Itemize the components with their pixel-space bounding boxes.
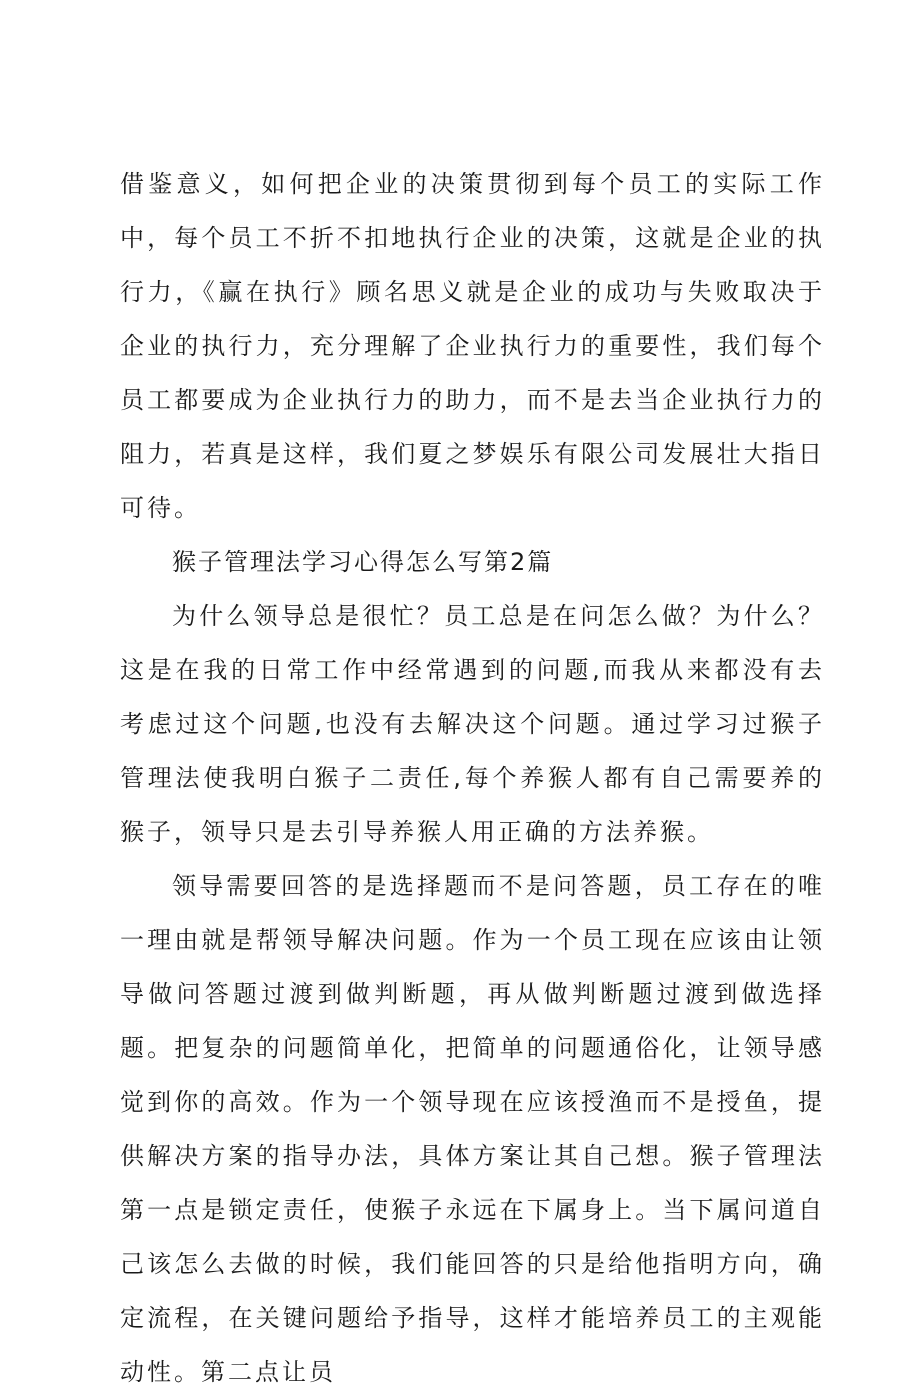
paragraph-body-1: 为什么领导总是很忙？员工总是在问怎么做？为什么？这是在我的日常工作中经常遇到的问题,而我从来都没有去考虑过这个问题,也没有去解决这个问题。通过学习过猴子管理法使我明白猴子二责任,每个养猴人都有自己需要养的猴子，领导只是去引导养猴人用正确的方法养猴。 [120,602,825,846]
section-heading: 猴子管理法学习心得怎么写第2篇 [172,548,554,576]
paragraph-continuation: 借鉴意义，如何把企业的决策贯彻到每个员工的实际工作中，每个员工不折不扣地执行企业的决策，这就是企业的执行力，《赢在执行》顾名思义就是企业的成功与失败取决于企业的执行力，充分理解了企业执行力的重要性，我们每个员工都要成为企业执行力的助力，而不是去当企业执行力的阻力，若真是这样，我们夏之梦娱乐有限公司发展壮大指日可待。 [120,170,825,522]
document-body [120,157,825,1399]
paragraph-body-2: 领导需要回答的是选择题而不是问答题，员工存在的唯一理由就是帮领导解决问题。作为一个员工现在应该由让领导做问答题过渡到做判断题，再从做判断题过渡到做选择题。把复杂的问题简单化，把简单的问题通俗化，让领导感觉到你的高效。作为一个领导现在应该授渔而不是授鱼，提供解决方案的指导办法，具体方案让其自己想。猴子管理法第一点是锁定责任，使猴子永远在下属身上。当下属问道自己该怎么去做的时候，我们能回答的只是给他指明方向，确定流程，在关键问题给予指导，这样才能培养员工的主观能动性。第二点让员 [120,872,825,1386]
